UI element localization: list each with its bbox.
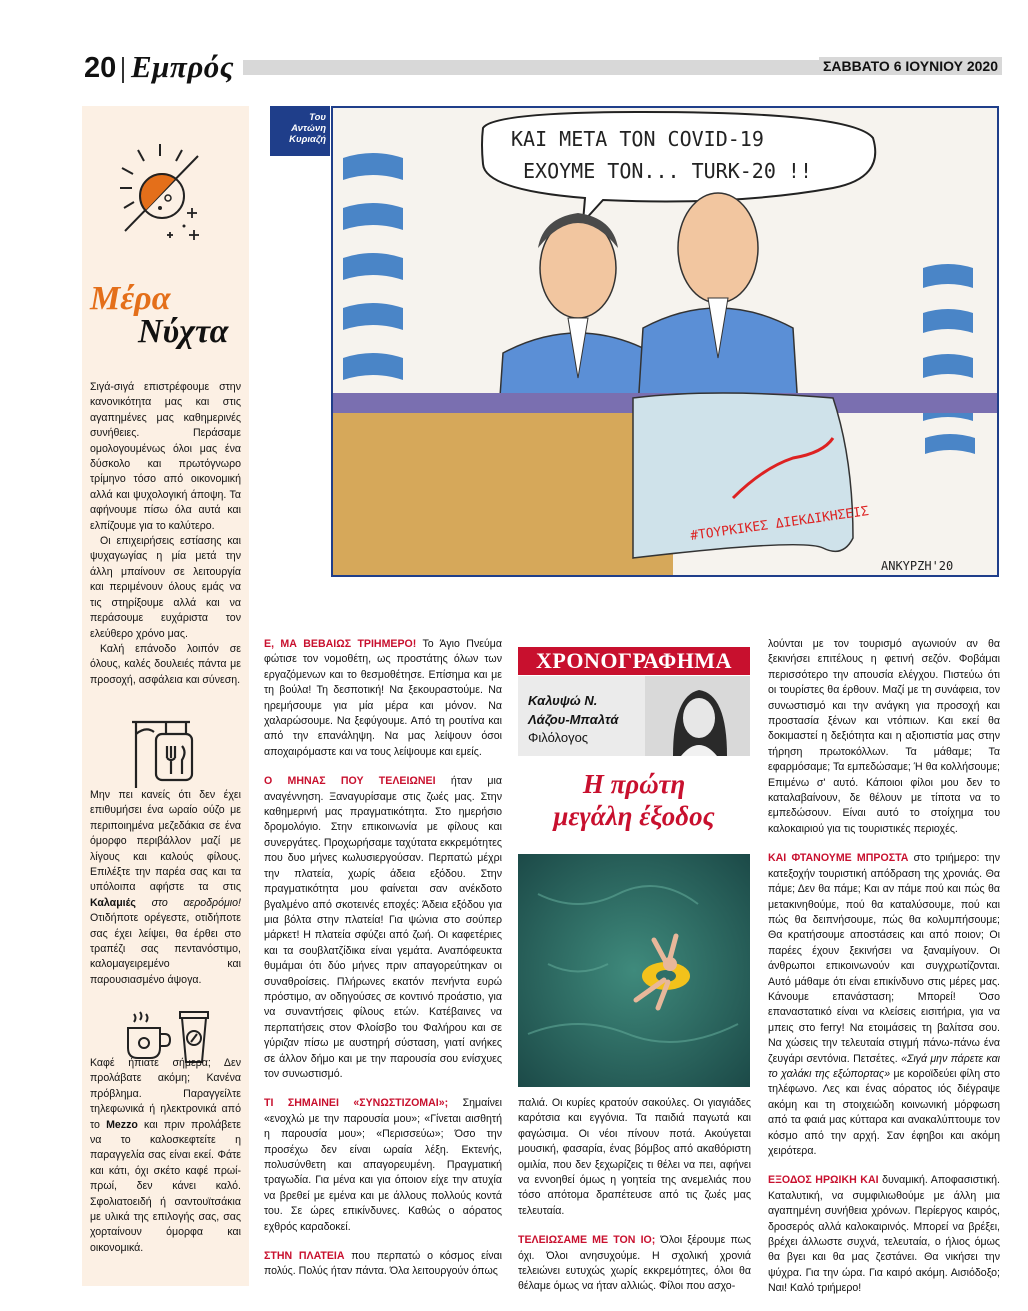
article-paragraph [264, 637, 502, 760]
section-lead: ΤΕΛΕΙΩΣΑΜΕ ΜΕ ΤΟΝ ΙΟ; [518, 1234, 656, 1247]
article-paragraph [518, 1233, 751, 1295]
article-paragraph: λούνται με τον τουρισμό αγωνιούν αν θα ξεκινήσει επιτέλους η φετινή σεζόν. Φοβάμαι περισσότερο την απουσία ελέγχου. Πιστεύω ότι οι τουρίστες θα έρθουν. Μαζί με τη συνάφεια, τον συνωστισμό και την ανάγκη για προσοχή και προστασία ξένων και ντόπιων. Και εκεί θα δοκιμαστεί η δεξιότητα και η αξιοπιστία μας στην τήρηση πρωτοκόλλων. Τα μάθαμε; Τα εφαρμόσαμε; Τα εμπεδώσαμε; Ή θα κολλήσουμε; Επιμένω σ' αυτό. Κάποιοι φίλοι μου δεν το καταλαβαίνουν, δε θέλουν με τίποτα να το εμπεδώσουν. Είναι αυτό το στοίχημα του καλοκαιριού για τις τουριστικές περιοχές. [768, 638, 1000, 835]
header-separator [122, 57, 124, 83]
sun-moon-icon [110, 136, 210, 246]
paragraph-text: δυναμική. Αποφασιστική. Καταλυτική, να συμφιλιωθούμε με άλλη μια αγαπημένη συνήθεια χρόνων. Περίεργος καιρός, δροσερός αλλά καλοκαιρινός. Μπορεί να βρέξει, βρέχει άλλωστε συχνά, τελευταία, ο ήλιος όμως θα βγει και θα μας ζεστάνει. Θα νικήσει την ψύχρα. Για την ώρα. Για καιρό ακόμη. Αισιόδοξο; Ναι! Καλό τριήμερο! [768, 1174, 1000, 1295]
credit-author: Κυριαζή [289, 134, 326, 145]
article-paragraph [264, 1249, 502, 1280]
author-name-line: Λάζου-Μπαλτά [528, 712, 619, 727]
sidebar-text: Οτιδήποτε ορέγεστε, οτιδήποτε σας έχει λείψει, θα έρθει στο τραπέζι σας πεντανόστιμο, καλομαγειρεμένο και παρουσιασμένο άψογα. [90, 912, 241, 986]
quote: «Σιγά μην πάρετε και το χαλάκι της εξώπορτας» [768, 1052, 1000, 1080]
article-headline [518, 768, 750, 832]
paragraph-text: Το Άγιο Πνεύμα φώτισε τον νομοθέτη, ως προστάτης όλων των εργαζόμενων και το θεσμοθέτησε. Επίσημα και με τη βούλα! Τη δεσποτική! Να ξεκουραστούμε. Να ηρεμήσουμε για μία μέρα και μόνον. Να χαλαρώσουμε. Να ξεφύγουμε. Από τη ρουτίνα και από την επανάληψη. Να μας λείψουν όσοι αποχαιρόμαστε και να τους λείψουμε και εμείς. [264, 638, 502, 758]
section-label: ΧΡΟΝΟΓΡΑΦΗΜΑ [518, 647, 750, 675]
author-name [528, 691, 618, 729]
author-photo [645, 676, 750, 756]
paragraph-text: με κοροϊδεύει φίλη στο τηλέφωνο. Λες και ένας αόρατος ιός διέγραψε ακόμη και τη στοιχειώδη κοινωνική μόρφωση από τα φαιά μας κύτταρα και ανακαλύπτουμε τον κόσμο από την αρχή. Σαν έφηβοι και ακόμη χειρότερα. [768, 1067, 1000, 1157]
sidebar-paragraph: Καλή επάνοδο λοιπόν σε όλους, καλές δουλειές πάντα με προσοχή, ασφάλεια και σύνεση. [90, 642, 241, 686]
article-paragraph [264, 1096, 502, 1235]
article-paragraph: παλιά. Οι κυρίες κρατούν σακούλες. Οι γιαγιάδες καρότσια και εγγόνια. Τα παιδιά παγωτά και φαγώσιμα. Οι νέοι πίνουν ποτά. Ακούγεται μουσική, φασαρία, ένας βόμβος από ακαθόριστη ομιλία, που δεν ξεχωρίζεις τι θέλει να πει, αφήνει να εννοηθεί όμως η γοητεία της ανεμελιάς που τόσο απότομα δραπέτευσε από τις ζωές μας τελευταία. [518, 1097, 751, 1217]
author-name-line: Καλυψώ Ν. [528, 693, 598, 708]
article-paragraph [264, 774, 502, 1082]
political-cartoon [331, 106, 999, 577]
paragraph-text: που περπατώ ο κόσμος είναι πολύς. Πολύς ήταν πάντα. Όλα λειτουργούν όπως [264, 1250, 502, 1278]
article-paragraph [768, 1173, 1000, 1296]
headline-line: μεγάλη έξοδος [553, 801, 715, 831]
credit-author: Αντώνη [291, 123, 326, 134]
section-lead: ΕΞΟΔΟΣ ΗΡΩΙΚΗ ΚΑΙ [768, 1174, 879, 1187]
sidebar-text: Καφέ ήπιατε σήμερα; Δεν προλάβατε ακόμη; Κανένα πρόβλημα. Παραγγείλτε τηλεφωνικά ή ηλεκτρονικά από το [90, 1057, 241, 1131]
swimmer-photo [518, 854, 750, 1087]
sidebar-text: Μην πει κανείς ότι δεν έχει επιθυμήσει ένα ωραίο ούζο με περιποιημένα μεζεδάκια σε ένα όμορφο περιβάλλον μαζί με λίγους και καλούς φίλους. Επιλέξτε την παρέα σας και τα υπόλοιπα αφήστε τα στις [90, 789, 241, 894]
section-lead: ΣΤΗΝ ΠΛΑΤΕΙΑ [264, 1250, 345, 1263]
column-left [264, 637, 502, 1294]
venue-name-kalamies: Καλαμιές [90, 896, 136, 909]
section-lead: Ο ΜΗΝΑΣ ΠΟΥ ΤΕΛΕΙΩΝΕΙ [264, 775, 436, 788]
section-lead: Ε, ΜΑ ΒΕΒΑΙΩΣ ΤΡΙΗΜΕΡΟ! [264, 638, 417, 650]
desk-front [333, 413, 673, 575]
column-right [768, 637, 1000, 1311]
issue-date: ΣΑΒΒΑΤΟ 6 ΙΟΥΝΙΟΥ 2020 [819, 57, 1002, 75]
sidebar-text: και πριν προλάβετε να το καλοσκεφτείτε η παραγγελία σας είναι εκεί. Φάτε και κάτι, όχι σκέτο καφέ πρωί-πρωί, δεν κάνει καλό. Σφολιατοειδή ή σαντουϊτσάκια με υλικά της επιλογής σας, σας χορταίνουν όμορφα και οικονομικά. [90, 1118, 241, 1254]
page-number: 20 [84, 52, 117, 84]
speech-text: ΕΧΟΥΜΕ ΤΟΝ... TURK-20 !! [523, 159, 812, 183]
newspaper-brand: Εμπρός [131, 49, 235, 84]
cartoonist-signature: ΑΝΚΥΡΖΗ'20 [881, 559, 954, 573]
headline-line: Η πρώτη [582, 769, 686, 799]
sidebar-paragraph [90, 1056, 241, 1256]
sidebar-title-day: Μέρα [90, 280, 171, 317]
cartoon-credit [270, 106, 330, 156]
venue-location: στο αεροδρόμιο! [151, 896, 241, 909]
section-lead: ΚΑΙ ΦΤΑΝΟΥΜΕ ΜΠΡΟΣΤΑ [768, 852, 909, 865]
speech-text: ΚΑΙ ΜΕΤΑ ΤΟΝ COVID-19 [511, 127, 764, 151]
sidebar-paragraph: Σιγά-σιγά επιστρέφουμε στην κανονικότητα μας και στις αγαπημένες μας καθημερινές συνήθειες. Περάσαμε ομολογουμένως όλοι μας ένα δύσκολο και πρωτόγνωρο τρίμηνο τόσο από οικονομική αλλά και ψυχολογική άποψη. Τα αφήνουμε πίσω όλα αυτά και ελπίζουμε για το καλύτερο. [90, 381, 241, 532]
restaurant-sign-icon [126, 716, 196, 791]
paragraph-text: Όλοι ξέρουμε πως όχι. Όλοι ανησυχούμε. Η σχολική χρονιά τελειώνει ευτυχώς χωρίς εκκρεμότητες, όλοι θα θέλαμε όμως να ήταν αλλιώς. Φίλοι που ασχο- [518, 1234, 752, 1293]
scroll-text: #ΤΟΥΡΚΙΚΕΣ ΔΙΕΚΔΙΚΗΣΕΙΣ [689, 504, 870, 544]
paragraph-text: ήταν μια αναγέννηση. Ξαναγυρίσαμε στις ζωές μας. Στην καθημερινή μας πραγματικότητα. Στο ημερήσιο δρομολόγιο. Στην επικοινωνία με φίλους και συνεργάτες. Προχωρήσαμε ταχύτατα εκκρεμότητες που δυο μήνες κωλυσιεργούσαν. Περπατώ μέχρι την πλατεία, χωρίς άδεια εξόδου. Στην πραγματικότητα μου φαίνεται σαν ανέκδοτο βγαλμένο από σκοτεινές εποχές: Άδεια εξόδου για μια βόλτα στην πλατεία! Για ψώνια στο σούπερ μάρκετ! Η πλατεία σφύζει από ζωή. Οι καφετέριες και τα σουβλατζίδικα είναι γεμάτα. Αναπόφευκτα θυμάμαι ότι δύο μήνες πριν απαγορεύτηκαν οι συναθροίσεις. Πλήρωνες εκατόν πενήντα ευρώ πρόστιμο, αν οδηγούσες σε κοντινό προάστιο, για να συναντήσεις φίλους ετών. Κατέβαινες να περπατήσεις στον Φλοίσβο του Φαλήρου και σε γύριζαν πίσω με αυστηρή σύσταση, γιατί ανήκες σε άλλον δήμο και με την παρουσία σου ενίσχυες τον συνωστισμό. [264, 775, 502, 1080]
author-role: Φιλόλογος [528, 730, 589, 745]
greek-flag-left [341, 148, 411, 408]
paragraph-text: Σημαίνει «ενοχλώ με την παρουσία μου»; «Γίνεται αισθητή η παρουσία μου»; «Περισσεύω»; Όσο την προσέχω δεν είναι ωραία λέξη. Εκτενής, πολυσύνθετη και απαγορευμένη. Πραγματική τραγωδία. Για μένα και για όποιον είχε την ατυχία να βρεθεί με εμένα και με άλλους πολλούς κοντά του. Σε ώρες επικίνδυνες. Καθώς ο αόρατος εχθρός καραδοκεί. [264, 1097, 502, 1233]
credit-line: Του [309, 112, 326, 123]
greek-flag-right [923, 264, 975, 454]
paragraph-text: στο τριήμερο: την κατεξοχήν τουριστική απόδραση της χρονιάς. Θα πάμε; Δεν θα πάμε; Και αν πάμε πού και πώς θα μετακινηθούμε, πού θα καταλύσουμε, πού και πώς θα δειπνήσουμε, πώς θα κολυμπήσουμε; Θα κρατήσουμε αποστάσεις και από ποιον; Οι παρέες έχουν ξεκινήσει να ξαναμίγουν. Οι άνθρωποι επικοινωνούν και συγχρωτίζονται. Αυτό μάθαμε ότι είναι επικίνδυνο στις μέρες μας. Κάνουμε επανάσταση; Μπορεί! Όσο επαναστατικό είναι να κλείσεις εισιτήρια, για να μπεις στο ferry! Να ετοιμάσεις τη βαλίτσα σου. Να χώσεις την τελευταία στιγμή πάνω-πάνω ένα ζευγάρι σεντόνια. Πετσέτες. [768, 852, 1000, 1065]
sidebar-paragraph: Οι επιχειρήσεις εστίασης και ψυχαγωγίας η μία μετά την άλλη μπαίνουν σε λειτουργία και περιμένουν όλους εμάς να τις στηρίξουμε αλλά και να περάσουμε ευχάριστα τον ελεύθερο χρόνο μας. [90, 535, 241, 640]
section-lead: ΤΙ ΣΗΜΑΙΝΕΙ «ΣΥΝΩΣΤΙΖΟΜΑΙ»; [264, 1097, 449, 1110]
article-paragraph [768, 851, 1000, 1159]
sidebar-paragraph [90, 788, 241, 988]
cartoon-drawing [333, 108, 997, 575]
venue-name-mezzo: Mezzo [106, 1118, 138, 1131]
column-middle [518, 1096, 751, 1309]
sidebar-title-night: Νύχτα [138, 313, 229, 350]
